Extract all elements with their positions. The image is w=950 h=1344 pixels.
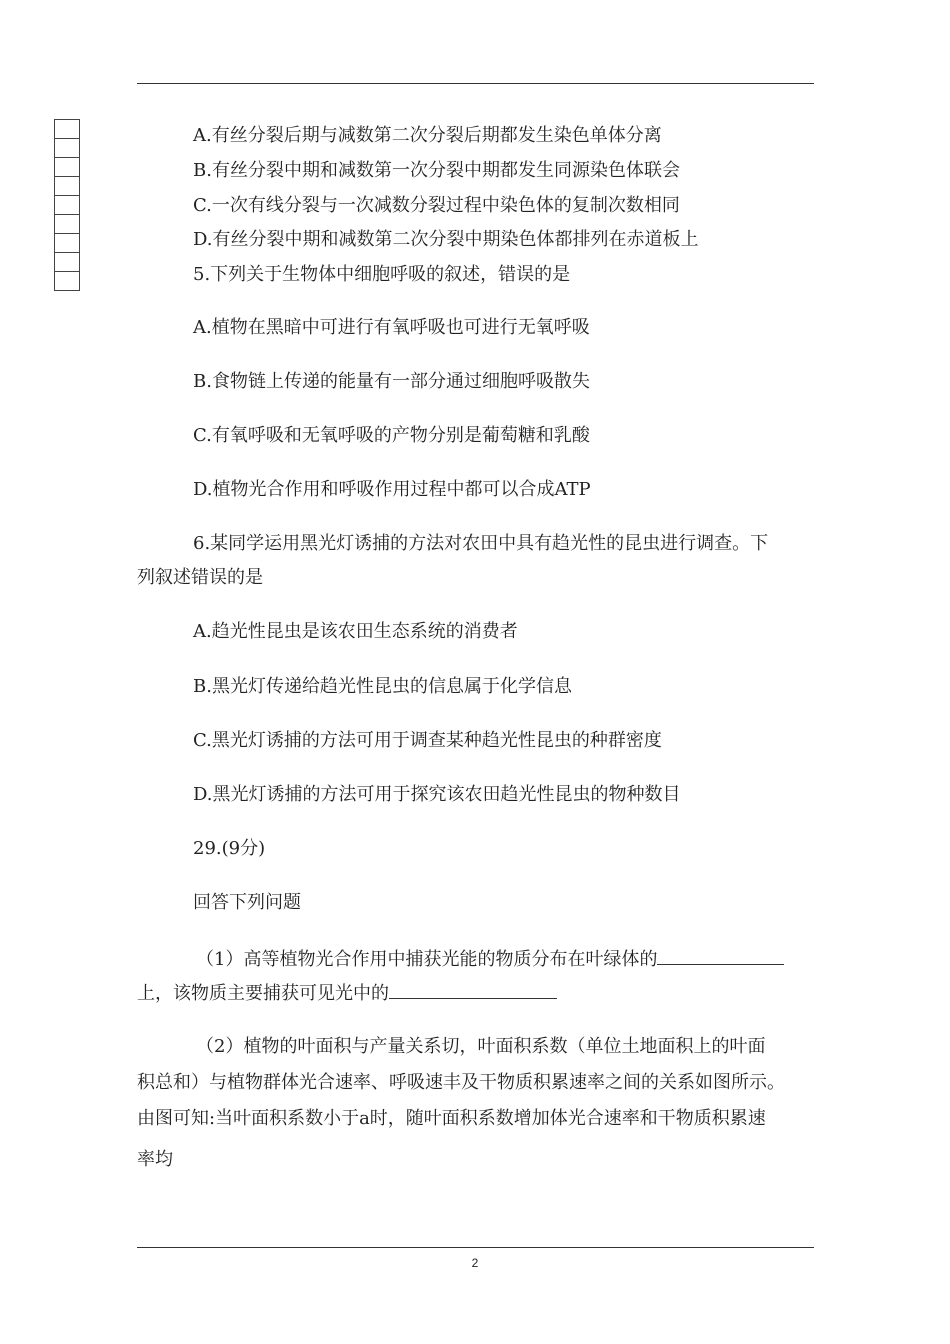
q29-title: 29.(9分) — [193, 838, 266, 859]
q5-option-c: C.有氧呼吸和无氧呼吸的产物分别是葡萄糖和乳酸 — [193, 425, 590, 446]
q5-option-b: B.食物链上传递的能量有一部分通过细胞呼吸散失 — [193, 371, 590, 392]
answer-blank-2[interactable] — [389, 980, 557, 999]
q4-option-d: D.有丝分裂中期和减数第二次分裂中期染色体都排列在赤道板上 — [193, 229, 699, 250]
q29-intro: 回答下列问题 — [193, 892, 301, 913]
q4-option-c: C.一次有线分裂与一次减数分裂过程中染色体的复制次数相同 — [193, 195, 680, 216]
q4-option-a: A.有丝分裂后期与减数第二次分裂后期都发生染色单体分离 — [193, 125, 662, 146]
q29-part2-line2: 积总和）与植物群体光合速率、呼吸速丰及干物质积累速率之间的关系如图所示。 — [137, 1072, 785, 1093]
footer-rule — [137, 1247, 814, 1248]
q29-part1-text-2: 上，该物质主要捕获可见光中的 — [137, 983, 389, 1004]
q29-part1-text: （1）高等植物光合作用中捕获光能的物质分布在叶绿体的 — [196, 949, 658, 970]
header-rule — [137, 83, 814, 84]
q29-part1-line1 — [196, 946, 784, 971]
q6-option-d: D.黑光灯诱捕的方法可用于探究该农田趋光性昆虫的物种数目 — [193, 784, 681, 805]
q6-option-b: B.黑光灯传递给趋光性昆虫的信息属于化学信息 — [193, 676, 572, 697]
answer-blank-1[interactable] — [657, 946, 784, 965]
q6-option-c: C.黑光灯诱捕的方法可用于调查某种趋光性昆虫的种群密度 — [193, 730, 662, 751]
q5-option-d: D.植物光合作用和呼吸作用过程中都可以合成ATP — [193, 479, 591, 500]
q5-stem: 5.下列关于生物体中细胞呼吸的叙述，错误的是 — [193, 264, 571, 285]
q6-option-a: A.趋光性昆虫是该农田生态系统的消费者 — [193, 621, 518, 642]
q6-stem-line2: 列叙述错误的是 — [137, 567, 263, 588]
q29-part2-line4: 率均 — [137, 1149, 173, 1170]
q4-option-b: B.有丝分裂中期和减数第一次分裂中期都发生同源染色体联会 — [193, 160, 680, 181]
page-number: 2 — [471, 1256, 479, 1270]
binding-margin-boxes — [54, 119, 80, 291]
q29-part1-line2 — [137, 980, 557, 1005]
q29-part2-line1: （2）植物的叶面积与产量关系切，叶面积系数（单位土地面积上的叶面 — [196, 1036, 766, 1057]
q5-option-a: A.植物在黑暗中可进行有氧呼吸也可进行无氧呼吸 — [193, 317, 590, 338]
q6-stem-line1: 6.某同学运用黑光灯诱捕的方法对农田中具有趋光性的昆虫进行调查。下 — [193, 533, 769, 554]
q29-part2-line3: 由图可知:当叶面积系数小于a时，随叶面积系数增加体光合速率和干物质积累速 — [137, 1108, 766, 1129]
